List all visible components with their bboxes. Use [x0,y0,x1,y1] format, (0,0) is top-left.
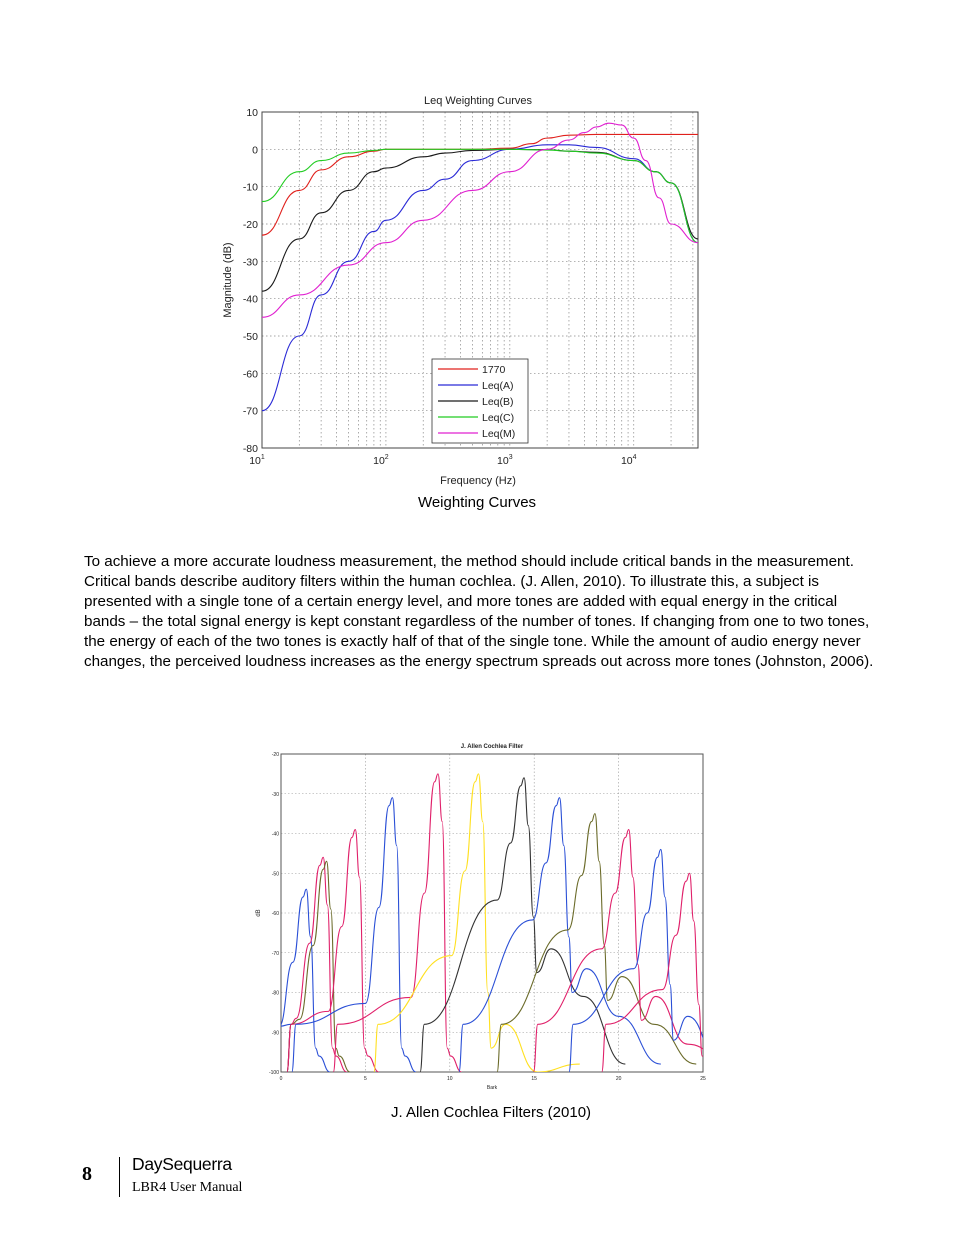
x-tick-labels [249,454,636,467]
cochlea-filter-chart [255,738,725,1093]
body-paragraph: To achieve a more accurate loudness measurement, the method should include critical bands in the measurement. Critical bands describe auditory filters within the human cochlea. (J. Allen, 2010). To illustrate this, a subject is presented with a single tone of a certain energy level, and more tones are added with equal energy in the critical bands – the total signal energy is kept constant regardless of the number of tones. If changing from one to two tones, the energy of each of the two tones is exactly half of that of the single tone. While the amount of audio energy never changes, the perceived loudness increases as the energy spectrum spreads out across more tones (Johnston, 2006). [84,553,874,670]
filter-curve [287,861,350,1072]
x-tick-label: $10^1$ [249,454,265,467]
y-axis-label: Magnitude (dB) [222,242,234,318]
weighting-curves-chart [210,88,710,493]
y-tick-label: -100 [268,1070,279,1076]
x-tick-label: 25 [700,1076,706,1082]
x-axis-label: Bark [486,1085,498,1091]
y-tick-label: 0 [252,144,258,157]
y-tick-label: 10 [246,107,258,119]
brand-logo-text: DaySequerra [132,1154,232,1174]
figure-caption-weighting-curves: Weighting Curves [417,494,537,511]
x-tick-label: $10^2$ [373,454,389,467]
y-tick-label: -10 [242,181,258,194]
filter-curve [602,873,725,1084]
y-tick-label: -80 [271,990,279,997]
footer-divider [119,1157,120,1197]
chart-title: Leq Weighting Curves [423,95,533,107]
y-tick-label: -60 [242,368,258,381]
y-tick-label: -70 [242,405,258,418]
filter-curve [279,889,330,1072]
y-axis-label: dB [256,909,262,917]
filter-curve [374,774,580,1072]
series-line [262,149,698,242]
series-line [262,149,698,291]
filter-curve [292,798,416,1072]
legend-label: Leq(M) [482,428,516,440]
y-tick-label: -50 [242,331,258,343]
series-line [262,123,698,317]
legend-label: Leq(C) [482,412,515,424]
x-tick-label: $10^3$ [497,454,513,467]
y-tick-labels [243,107,258,455]
filter-curve [287,857,347,1072]
x-tick-label: 0 [279,1076,283,1082]
figure-caption-cochlea-filters: J. Allen Cochlea Filters (2010) [390,1104,592,1121]
page-number: 8 [82,1163,92,1185]
filter-curve [333,774,461,1072]
legend-label: Leq(A) [482,380,514,392]
legend [432,359,528,443]
y-tick-label: -40 [271,831,279,838]
y-tick-label: -80 [242,443,258,455]
y-tick-label: -70 [271,950,279,957]
x-axis-label: Frequency (Hz) [440,475,516,487]
series-layer [279,774,725,1084]
filter-curve [569,849,725,1072]
filter-curve [497,814,696,1072]
x-tick-label: 15 [531,1076,537,1082]
y-tick-label: -30 [242,256,258,269]
manual-title: LBR4 User Manual [132,1180,243,1195]
filter-curve [420,778,625,1072]
y-tick-label: -20 [271,752,279,758]
y-tick-label: -60 [271,911,279,917]
x-tick-label: 10 [447,1076,453,1082]
y-tick-label: -40 [242,293,258,306]
y-tick-label: -20 [242,219,258,231]
x-tick-labels [280,1076,706,1082]
y-tick-labels [269,752,279,1076]
y-tick-label: -50 [271,871,279,878]
x-tick-label: $10^4$ [620,454,637,467]
legend-label: Leq(B) [482,396,514,408]
legend-label: 1770 [482,364,506,376]
y-tick-label: -90 [271,1030,279,1037]
x-tick-label: 20 [615,1076,622,1082]
x-tick-label: 5 [364,1076,367,1082]
chart-title: J. Allen Cochlea Filter [460,744,524,750]
y-tick-label: -30 [271,791,279,798]
